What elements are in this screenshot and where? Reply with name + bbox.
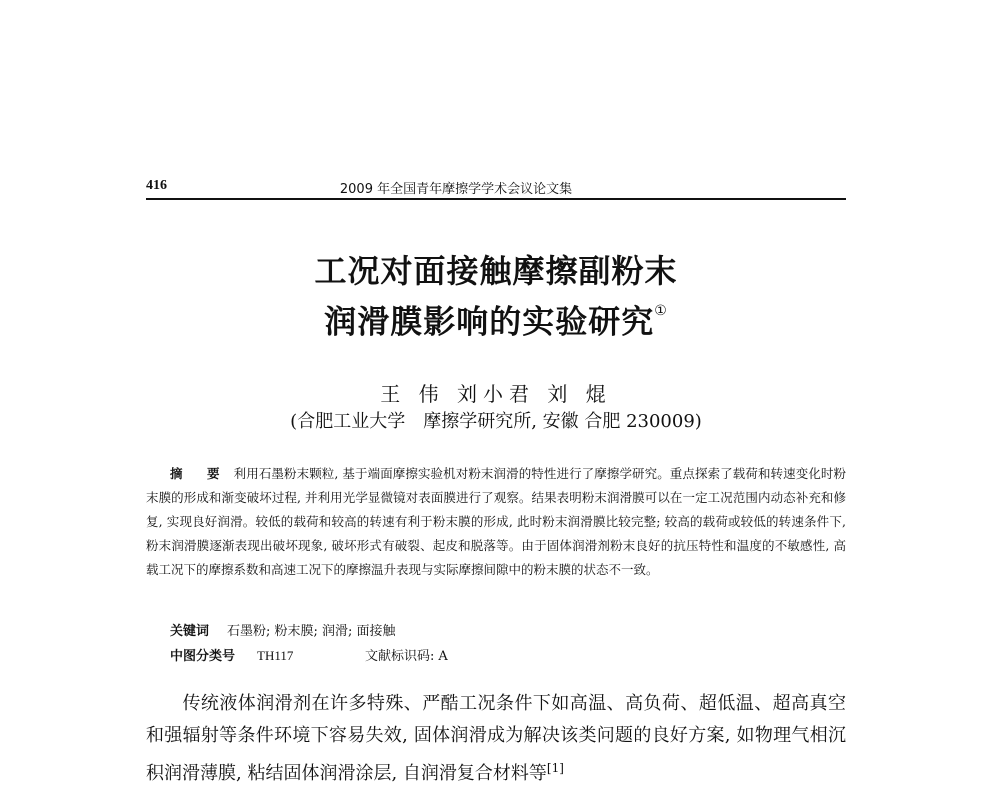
keywords-label: 关键词 [170, 624, 210, 639]
affiliation: (合肥工业大学 摩擦学研究所, 安徽 合肥 230009) [290, 411, 702, 432]
abstract [146, 462, 846, 582]
keywords-text: 石墨粉; 粉末膜; 润滑; 面接触 [227, 624, 396, 639]
body-paragraph-text: 传统液体润滑剂在许多特殊、严酷工况条件下如高温、高负荷、超低温、超高真空和强辐射等条件环境下容易失效, 固体润滑成为解决该类问题的良好方案, 如物理气相沉积润滑薄膜, 粘结固体润滑涂层, 自润滑复合材料等 [146, 693, 846, 784]
authors: 王 伟 刘小君 刘 焜 [380, 382, 612, 406]
body-paragraph [146, 688, 846, 790]
citation-ref: [1] [546, 761, 564, 775]
doc-code-label: 文献标识码: [365, 649, 435, 664]
title-line-1: 工况对面接触摩擦副粉末 [314, 252, 678, 290]
title-line-2 [146, 294, 846, 345]
title-footnote-mark: ① [654, 303, 668, 319]
title-line-2-text: 润滑膜影响的实验研究 [324, 302, 655, 341]
clc-value: TH117 [257, 648, 294, 663]
abstract-text: 利用石墨粉末颗粒, 基于端面摩擦实验机对粉末润滑的特性进行了摩擦学研究。重点探索了载荷和转速变化时粉末膜的形成和渐变破坏过程, 并利用光学显微镜对表面膜进行了观察。结果表明粉末润滑膜可以在一定工况范围内动态补充和修复, 实现良好润滑。较低的载荷和较高的转速有利于粉末膜的形成, 此时粉末润滑膜比较完整; 较高的载荷或较低的转速条件下, 粉末润滑膜逐渐表现出破坏现象, 破坏形式有破裂、起皮和脱落等。由于固体润滑剂粉末良好的抗压特性和温度的不敏感性, 高载工况下的摩擦系数和高速工况下的摩擦温升表现与实际摩擦间隙中的粉末膜的状态不一致。 [146, 466, 847, 577]
running-header [146, 174, 846, 200]
article-title [146, 248, 846, 345]
header-divider [146, 198, 846, 200]
keywords [170, 620, 850, 639]
page-number: 416 [146, 178, 167, 193]
journal-title: 2009 年全国青年摩擦学学术会议论文集 [339, 182, 573, 197]
doc-code-value: A [438, 649, 448, 664]
abstract-label: 摘 要 [170, 466, 230, 481]
classification [170, 645, 850, 664]
clc-label: 中图分类号 [170, 649, 236, 664]
